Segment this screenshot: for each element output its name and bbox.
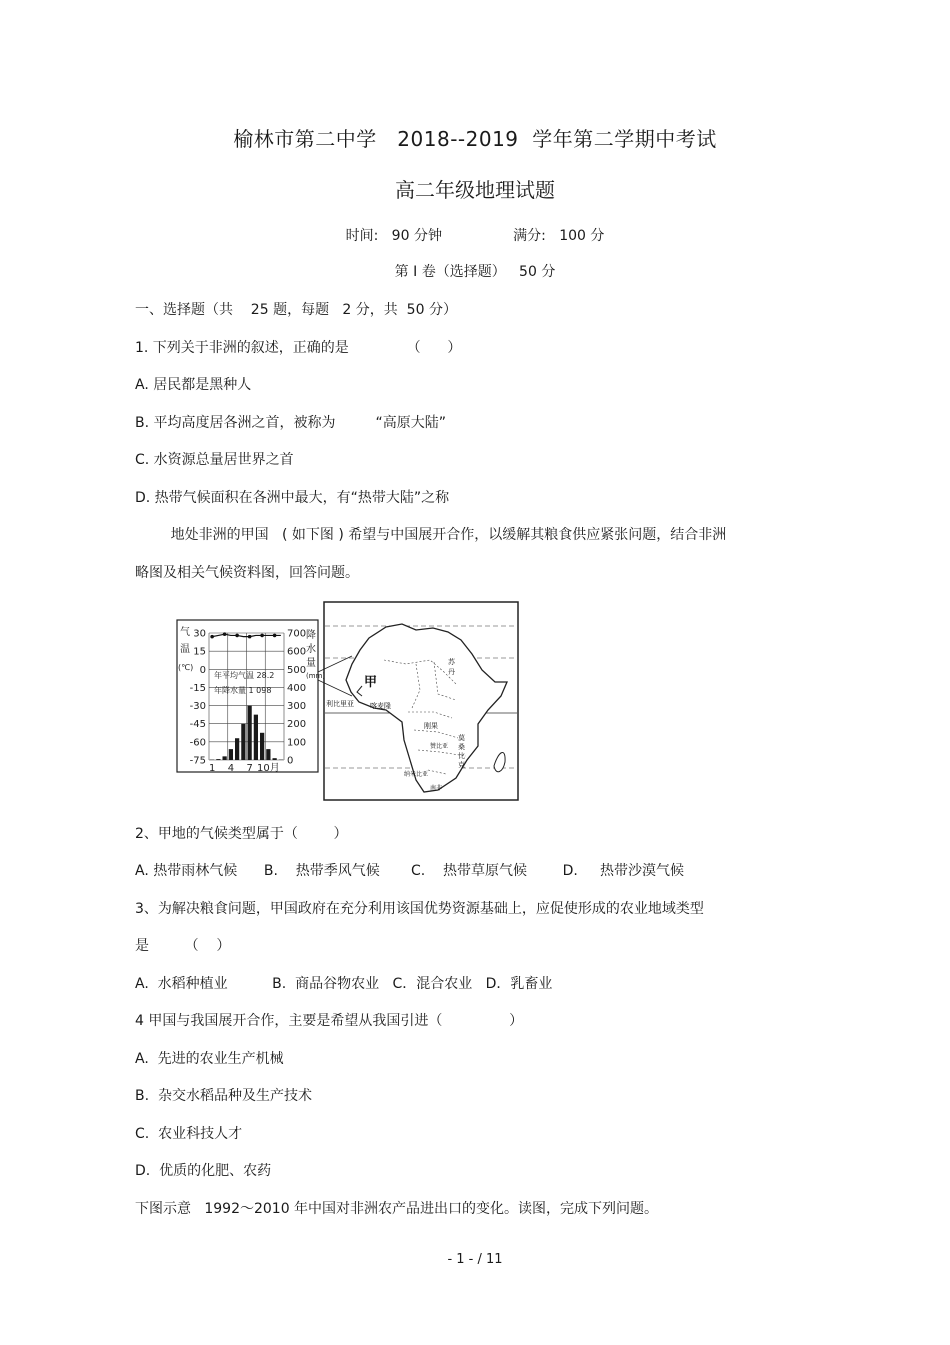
temp-point <box>235 634 239 638</box>
annual-temp-label: 年平均气温 28.2 <box>214 671 275 680</box>
q4-option-d: D. 优质的化肥、农药 <box>135 1163 272 1179</box>
temp-tick-label: 15 <box>193 646 206 658</box>
precip-bar <box>273 758 277 760</box>
temp-tick-label: -15 <box>189 682 206 694</box>
choice-section-heading: 一、选择题（共 25 题，每题 2 分，共 50 分） <box>135 302 457 318</box>
temp-tick-label: -75 <box>189 755 206 767</box>
temp-tick-label: 30 <box>193 628 206 640</box>
jia-label: 甲 <box>364 675 378 690</box>
question-4: 4 甲国与我国展开合作，主要是希望从我国引进（ ） <box>135 1013 524 1029</box>
congo-label: 刚果 <box>424 722 438 730</box>
temp-tick-label: -60 <box>189 737 206 749</box>
q4-option-a: A. 先进的农业生产机械 <box>135 1051 284 1067</box>
mozambique-label: 桑 <box>458 743 465 751</box>
precip-tick-label: 300 <box>287 701 307 713</box>
temp-point <box>260 634 264 638</box>
precip-axis-label-2: 量 <box>306 658 316 669</box>
temp-tick-label: -30 <box>189 701 206 713</box>
precip-tick-label: 0 <box>287 755 294 767</box>
precip-tick-label: 100 <box>287 737 307 749</box>
q3-options: A. 水稻种植业 B. 商品谷物农业 C．混合农业 D．乳畜业 <box>135 976 553 992</box>
month-tick-label: 10月 <box>257 763 280 774</box>
temp-point <box>248 635 252 639</box>
temp-axis-label-2: (℃) <box>178 663 194 672</box>
exam-title: 榆林市第二中学 2018--2019 学年第二学期中考试 <box>233 127 717 151</box>
mozambique-label: 克 <box>458 761 465 769</box>
precip-bar <box>254 715 258 760</box>
question-2: 2、甲地的气候类型属于（ ） <box>135 826 348 842</box>
madagascar-outline <box>494 752 505 771</box>
temp-point <box>273 634 277 638</box>
mozambique-label: 莫 <box>458 734 465 742</box>
month-tick-label: 4 <box>227 763 235 774</box>
q1-option-d: D. 热带气候面积在各洲中最大，有“热带大陆”之称 <box>135 490 450 506</box>
temp-tick-label: -45 <box>189 719 206 731</box>
question-3: 3、为解决粮食问题，甲国政府在充分利用该国优势资源基础上，应促使形成的农业地域类型 <box>135 901 704 917</box>
precip-bar <box>216 759 220 760</box>
q4-option-c: C. 农业科技人才 <box>135 1126 243 1142</box>
page-number: - 1 - / 11 <box>447 1252 503 1267</box>
namibia-label: 纳米比亚 <box>404 771 429 778</box>
exam-meta: 时间: 90 分钟 满分: 100 分 <box>345 228 605 244</box>
passage-line-1: 地处非洲的甲国 ( 如下图 ) 希望与中国展开合作，以缓解其粮食供应紧张问题，结合非洲 <box>135 527 727 543</box>
question-1: 1. 下列关于非洲的叙述，正确的是 （ ） <box>135 340 462 356</box>
q2-options: A. 热带雨林气候 B. 热带季风气候 C. 热带草原气候 D. 热带沙漠气候 <box>135 863 685 879</box>
zambia-label: 赞比亚 <box>430 743 449 750</box>
sudan-label: 丹 <box>448 668 455 676</box>
q1-option-b: B. 平均高度居各洲之首，被称为 “高原大陆” <box>135 415 447 431</box>
temp-point <box>210 635 214 639</box>
temp-axis-label-1: 温 <box>180 644 190 655</box>
precip-bar <box>266 749 270 760</box>
precip-bar <box>248 706 252 760</box>
south-africa-label: 南非 <box>430 785 443 792</box>
precip-axis-label-1: 水 <box>306 644 316 655</box>
exam-subtitle: 高二年级地理试题 <box>395 178 555 202</box>
precip-bar <box>223 756 227 760</box>
precip-axis-label-3: (mm) <box>306 672 326 680</box>
mozambique-label: 比 <box>458 752 465 760</box>
month-tick-label: 1 <box>208 763 216 774</box>
precip-bar <box>235 738 239 760</box>
next-passage: 下图示意 1992～2010 年中国对非洲农产品进出口的变化。读图，完成下列问题。 <box>135 1201 659 1217</box>
temp-axis-label-0: 气 <box>180 627 190 638</box>
q1-option-a: A. 居民都是黑种人 <box>135 377 252 393</box>
passage-line-2: 略图及相关气候资料图，回答问题。 <box>135 565 359 581</box>
annual-precip-label: 年降水量 1 098 <box>214 686 272 695</box>
precip-bar <box>241 724 245 760</box>
precip-tick-label: 600 <box>287 646 307 658</box>
sudan-label: 苏 <box>448 658 455 666</box>
precip-bar <box>229 749 233 760</box>
cameroon-label: 喀麦隆 <box>370 702 391 710</box>
precip-tick-label: 400 <box>287 682 307 694</box>
precip-tick-label: 700 <box>287 628 307 640</box>
month-tick-label: 7 <box>246 763 253 774</box>
precip-tick-label: 200 <box>287 719 307 731</box>
africa-climate-figure <box>176 600 520 802</box>
libya-label: 利比里亚 <box>326 700 354 708</box>
precip-tick-label: 500 <box>287 664 307 676</box>
question-3-cont: 是 （ ） <box>135 938 231 954</box>
q4-option-b: B. 杂交水稻品种及生产技术 <box>135 1088 312 1104</box>
temp-point <box>223 632 227 636</box>
precip-axis-label-0: 降 <box>306 630 316 641</box>
precip-bar <box>260 733 264 760</box>
temp-tick-label: 0 <box>199 664 206 676</box>
q1-option-c: C. 水资源总量居世界之首 <box>135 452 294 468</box>
section-heading: 第 Ⅰ 卷（选择题） 50 分 <box>394 264 556 280</box>
